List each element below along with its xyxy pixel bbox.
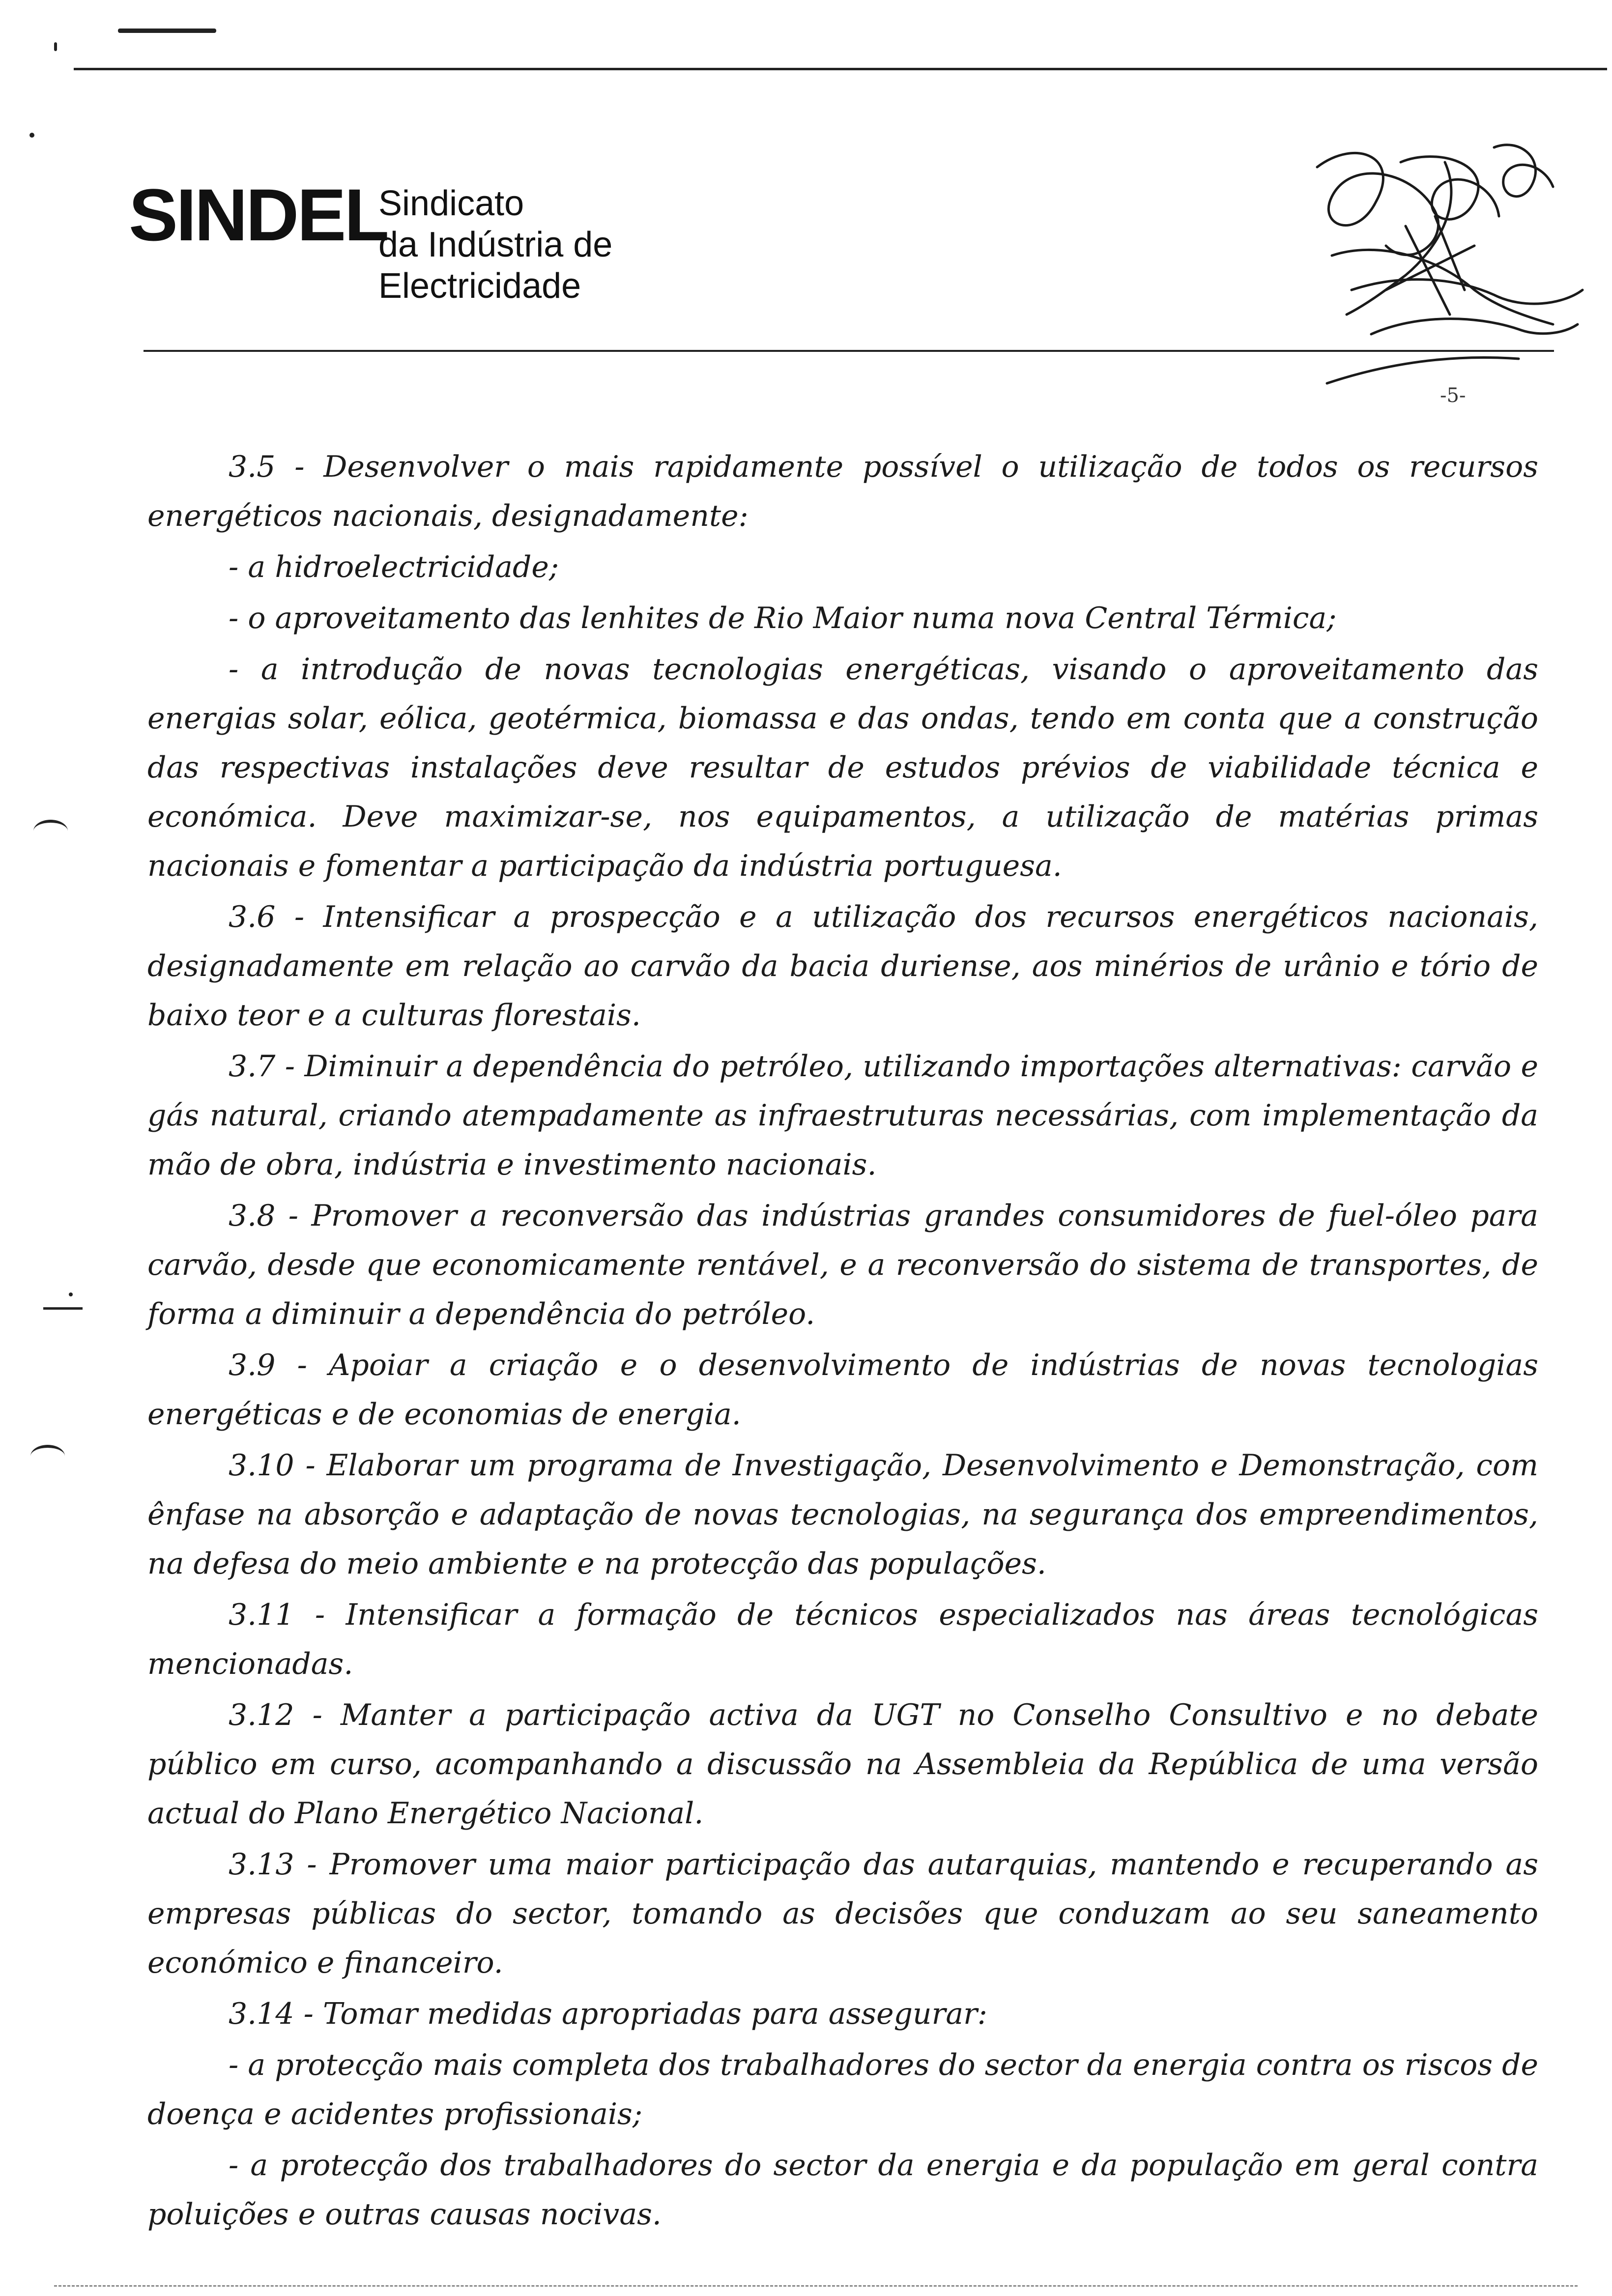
body-paragraph: 3.11 - Intensificar a formação de técnicos especializados nas áreas tecnológicas mencionadas. bbox=[147, 1598, 1538, 1681]
document-body bbox=[147, 442, 1538, 2241]
body-paragraph: - o aproveitamento das lenhites de Rio Maior numa nova Central Térmica; bbox=[229, 601, 1337, 635]
sindel-logo: SINDEL bbox=[129, 173, 388, 256]
page-number: -5- bbox=[1440, 384, 1466, 407]
body-paragraph: 3.9 - Apoiar a criação e o desenvolvimento de indústrias de novas tecnologias energéticas e de economias de energia. bbox=[147, 1348, 1538, 1432]
body-paragraph: 3.14 - Tomar medidas apropriadas para assegurar: bbox=[229, 1997, 988, 2031]
body-paragraph: - a hidroelectricidade; bbox=[229, 550, 559, 584]
body-paragraph: - a protecção mais completa dos trabalhadores do sector da energia contra os riscos de doença e acidentes profissionais; bbox=[147, 2048, 1538, 2131]
body-paragraph: 3.8 - Promover a reconversão das indústrias grandes consumidores de fuel-óleo para carvão, desde que economicamente rentável, e a reconversão do sistema de transportes, de forma a diminuir a dependência do petróleo. bbox=[147, 1199, 1538, 1331]
body-paragraph: 3.10 - Elaborar um programa de Investigação, Desenvolvimento e Demonstração, com ênfase na absorção e adaptação de novas tecnologias, na segurança dos empreendimentos, na defesa do meio ambiente e na protecção das populações. bbox=[147, 1448, 1538, 1581]
bottom-scan-edge bbox=[54, 2285, 1578, 2288]
organization-name-line: da Indústria de bbox=[378, 225, 613, 264]
scan-mark bbox=[54, 42, 57, 51]
margin-mark bbox=[43, 1307, 83, 1310]
organization-name-line: Electricidade bbox=[378, 266, 581, 306]
body-paragraph: 3.7 - Diminuir a dependência do petróleo, utilizando importações alternativas: carvão e gás natural, criando atempadamente as infraestruturas necessárias, com implementação da mão de obra, indústria e investimento nacionais. bbox=[147, 1049, 1538, 1182]
scan-mark bbox=[29, 133, 34, 138]
handwritten-signature bbox=[1288, 128, 1592, 403]
body-paragraph: - a introdução de novas tecnologias energéticas, visando o aproveitamento das energias solar, eólica, geotérmica, biomassa e das ondas, tendo em conta que a construção das respectivas instalações deve resultar de estudos prévios de viabilidade técnica e económica. Deve maximizar-se, nos equipamentos, a utilização de matérias primas nacionais e fomentar a participação da indústria portuguesa. bbox=[147, 652, 1538, 883]
body-paragraph: - a protecção dos trabalhadores do sector da energia e da população em geral contra poluições e outras causas nocivas. bbox=[147, 2148, 1538, 2232]
margin-mark bbox=[30, 1445, 65, 1467]
body-paragraph: 3.6 - Intensificar a prospecção e a utilização dos recursos energéticos nacionais, designadamente em relação ao carvão da bacia duriense, aos minérios de urânio e tório de baixo teor e a culturas florestais. bbox=[147, 900, 1538, 1033]
body-paragraph: 3.5 - Desenvolver o mais rapidamente possível o utilização de todos os recursos energéticos nacionais, designadamente: bbox=[147, 450, 1538, 533]
top-rule bbox=[74, 68, 1607, 70]
margin-mark bbox=[69, 1292, 73, 1296]
margin-mark bbox=[33, 820, 68, 842]
scan-mark bbox=[118, 29, 216, 33]
organization-name bbox=[378, 183, 612, 307]
organization-name-line: Sindicato bbox=[378, 184, 524, 223]
body-paragraph: 3.12 - Manter a participação activa da UGT no Conselho Consultivo e no debate público em curso, acompanhando a discussão na Assembleia da República de uma versão actual do Plano Energético Nacional. bbox=[147, 1698, 1538, 1831]
body-paragraph: 3.13 - Promover uma maior participação das autarquias, mantendo e recuperando as empresas públicas do sector, tomando as decisões que conduzam ao seu saneamento económico e financeiro. bbox=[147, 1847, 1538, 1980]
